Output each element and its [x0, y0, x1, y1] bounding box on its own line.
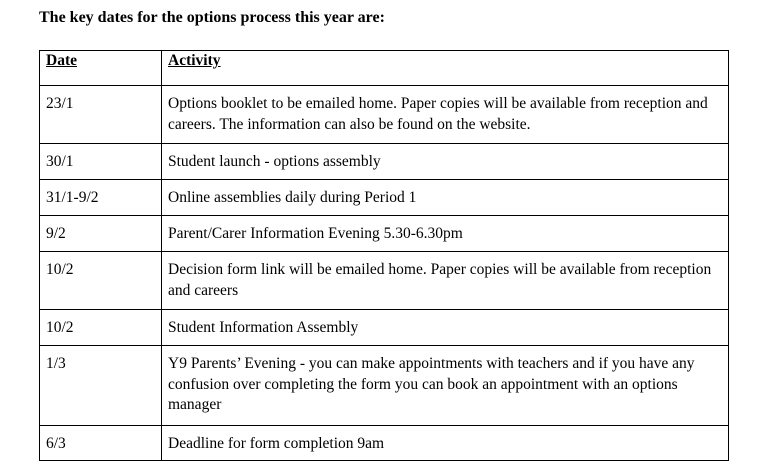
activity-column-header: [162, 51, 729, 86]
activity-cell: Deadline for form completion 9am: [162, 426, 729, 461]
table-row: [40, 252, 729, 310]
activity-cell: Decision form link will be emailed home. Paper copies will be available from reception and careers: [162, 252, 729, 310]
date-cell: 10/2: [40, 252, 162, 310]
table-header-row: [40, 51, 729, 86]
activity-cell: Online assemblies daily during Period 1: [162, 180, 729, 216]
table-row: [40, 346, 729, 426]
date-cell: 31/1-9/2: [40, 180, 162, 216]
date-header-label: Date: [46, 52, 77, 69]
activity-header-label: Activity: [168, 52, 221, 69]
activity-cell: Student Information Assembly: [162, 310, 729, 346]
date-cell: 23/1: [40, 86, 162, 144]
table-row: [40, 310, 729, 346]
table-row: [40, 144, 729, 180]
activity-cell: Student launch - options assembly: [162, 144, 729, 180]
date-cell: 10/2: [40, 310, 162, 346]
key-dates-table: [39, 50, 729, 461]
date-cell: 1/3: [40, 346, 162, 426]
date-cell: 9/2: [40, 216, 162, 252]
table-row: [40, 426, 729, 461]
table-row: [40, 216, 729, 252]
table-row: [40, 86, 729, 144]
page-heading: The key dates for the options process this year are:: [39, 9, 385, 26]
date-cell: 6/3: [40, 426, 162, 461]
activity-cell: Parent/Carer Information Evening 5.30-6.30pm: [162, 216, 729, 252]
activity-cell: Options booklet to be emailed home. Paper copies will be available from reception and careers. The information can also be found on the website.: [162, 86, 729, 144]
table-row: [40, 180, 729, 216]
date-column-header: [40, 51, 162, 86]
date-cell: 30/1: [40, 144, 162, 180]
activity-cell: Y9 Parents’ Evening - you can make appointments with teachers and if you have any confusion over completing the form you can book an appointment with an options manager: [162, 346, 729, 426]
